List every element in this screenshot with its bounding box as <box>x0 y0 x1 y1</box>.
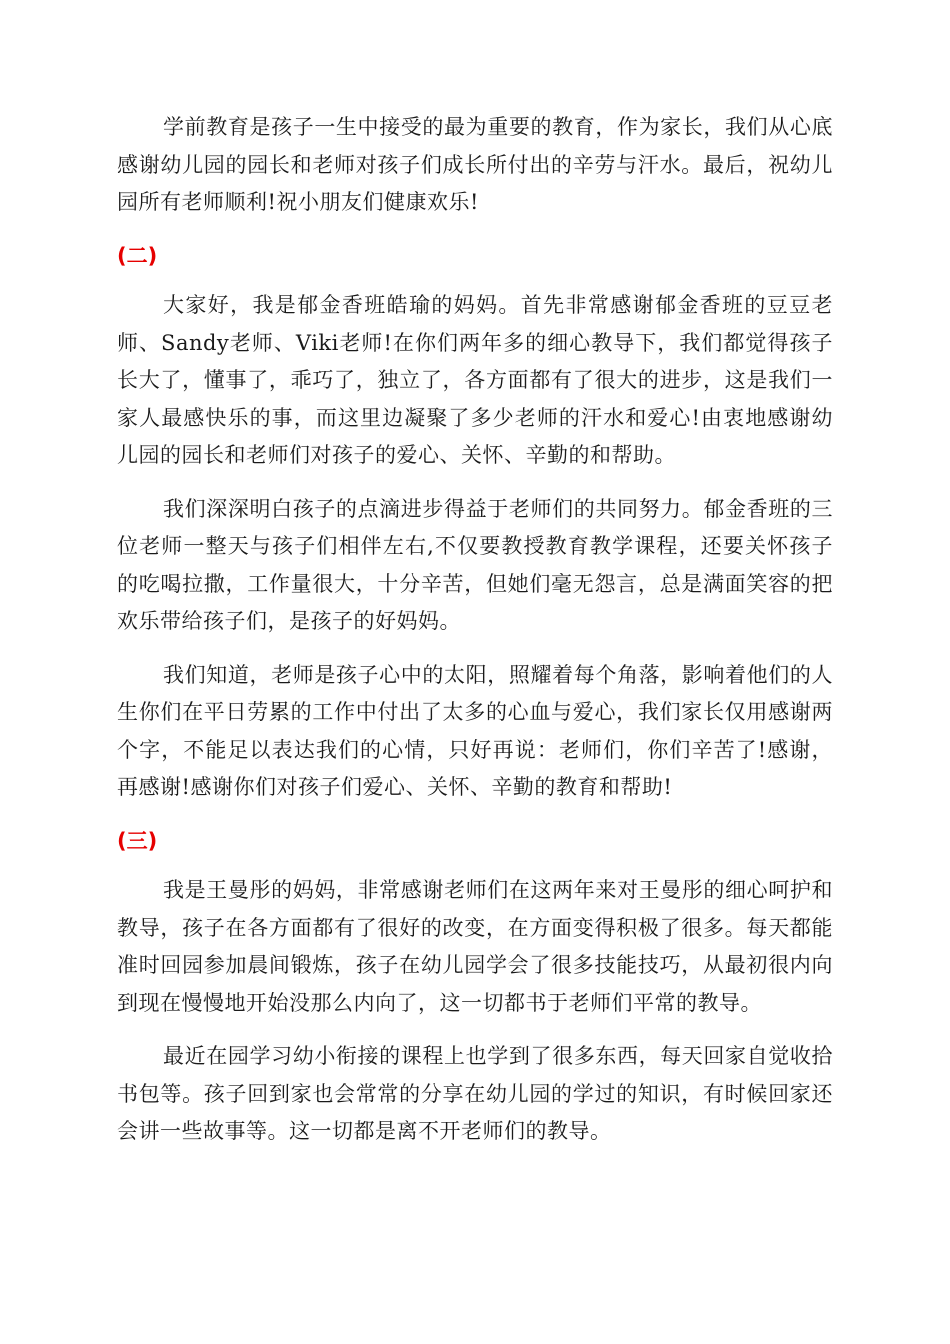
paragraph-intro: 学前教育是孩子一生中接受的最为重要的教育，作为家长，我们从心底感谢幼儿园的园长和老师对孩子们成长所付出的辛劳与汗水。最后，祝幼儿园所有老师顺利!祝小朋友们健康欢乐! <box>117 115 833 214</box>
paragraph-2-2: 我们深深明白孩子的点滴进步得益于老师们的共同努力。郁金香班的三位老师一整天与孩子们相伴左右,不仅要教授教育教学课程，还要关怀孩子的吃喝拉撒，工作量很大，十分辛苦，但她们毫无怨言，总是满面笑容的把欢乐带给孩子们，是孩子的好妈妈。 <box>117 496 833 633</box>
section-heading-2: (二) <box>117 243 158 268</box>
paragraph-2-3: 我们知道，老师是孩子心中的太阳，照耀着每个角落，影响着他们的人生你们在平日劳累的工作中付出了太多的心血与爱心，我们家长仅用感谢两个字，不能足以表达我们的心情，只好再说：老师们，你们辛苦了!感谢，再感谢!感谢你们对孩子们爱心、关怀、辛勤的教育和帮助! <box>117 662 833 799</box>
paragraph-2-1: 大家好，我是郁金香班皓瑜的妈妈。首先非常感谢郁金香班的豆豆老师、Sandy老师、Viki老师!在你们两年多的细心教导下，我们都觉得孩子长大了，懂事了，乖巧了，独立了，各方面都有了很大的进步，这是我们一家人最感快乐的事，而这里边凝聚了多少老师的汗水和爱心!由衷地感谢幼儿园的园长和老师们对孩子的爱心、关怀、辛勤的和帮助。 <box>117 293 833 467</box>
paragraph-3-1: 我是王曼彤的妈妈，非常感谢老师们在这两年来对王曼彤的细心呵护和教导，孩子在各方面都有了很好的改变，在方面变得积极了很多。每天都能准时回园参加晨间锻炼，孩子在幼儿园学会了很多技能技巧，从最初很内向到现在慢慢地开始没那么内向了，这一切都书于老师们平常的教导。 <box>117 878 833 1015</box>
paragraph-3-2: 最近在园学习幼小衔接的课程上也学到了很多东西，每天回家自觉收拾书包等。孩子回到家也会常常的分享在幼儿园的学过的知识，有时候回家还会讲一些故事等。这一切都是离不开老师们的教导。 <box>117 1044 833 1143</box>
section-heading-3: (三) <box>117 828 158 853</box>
